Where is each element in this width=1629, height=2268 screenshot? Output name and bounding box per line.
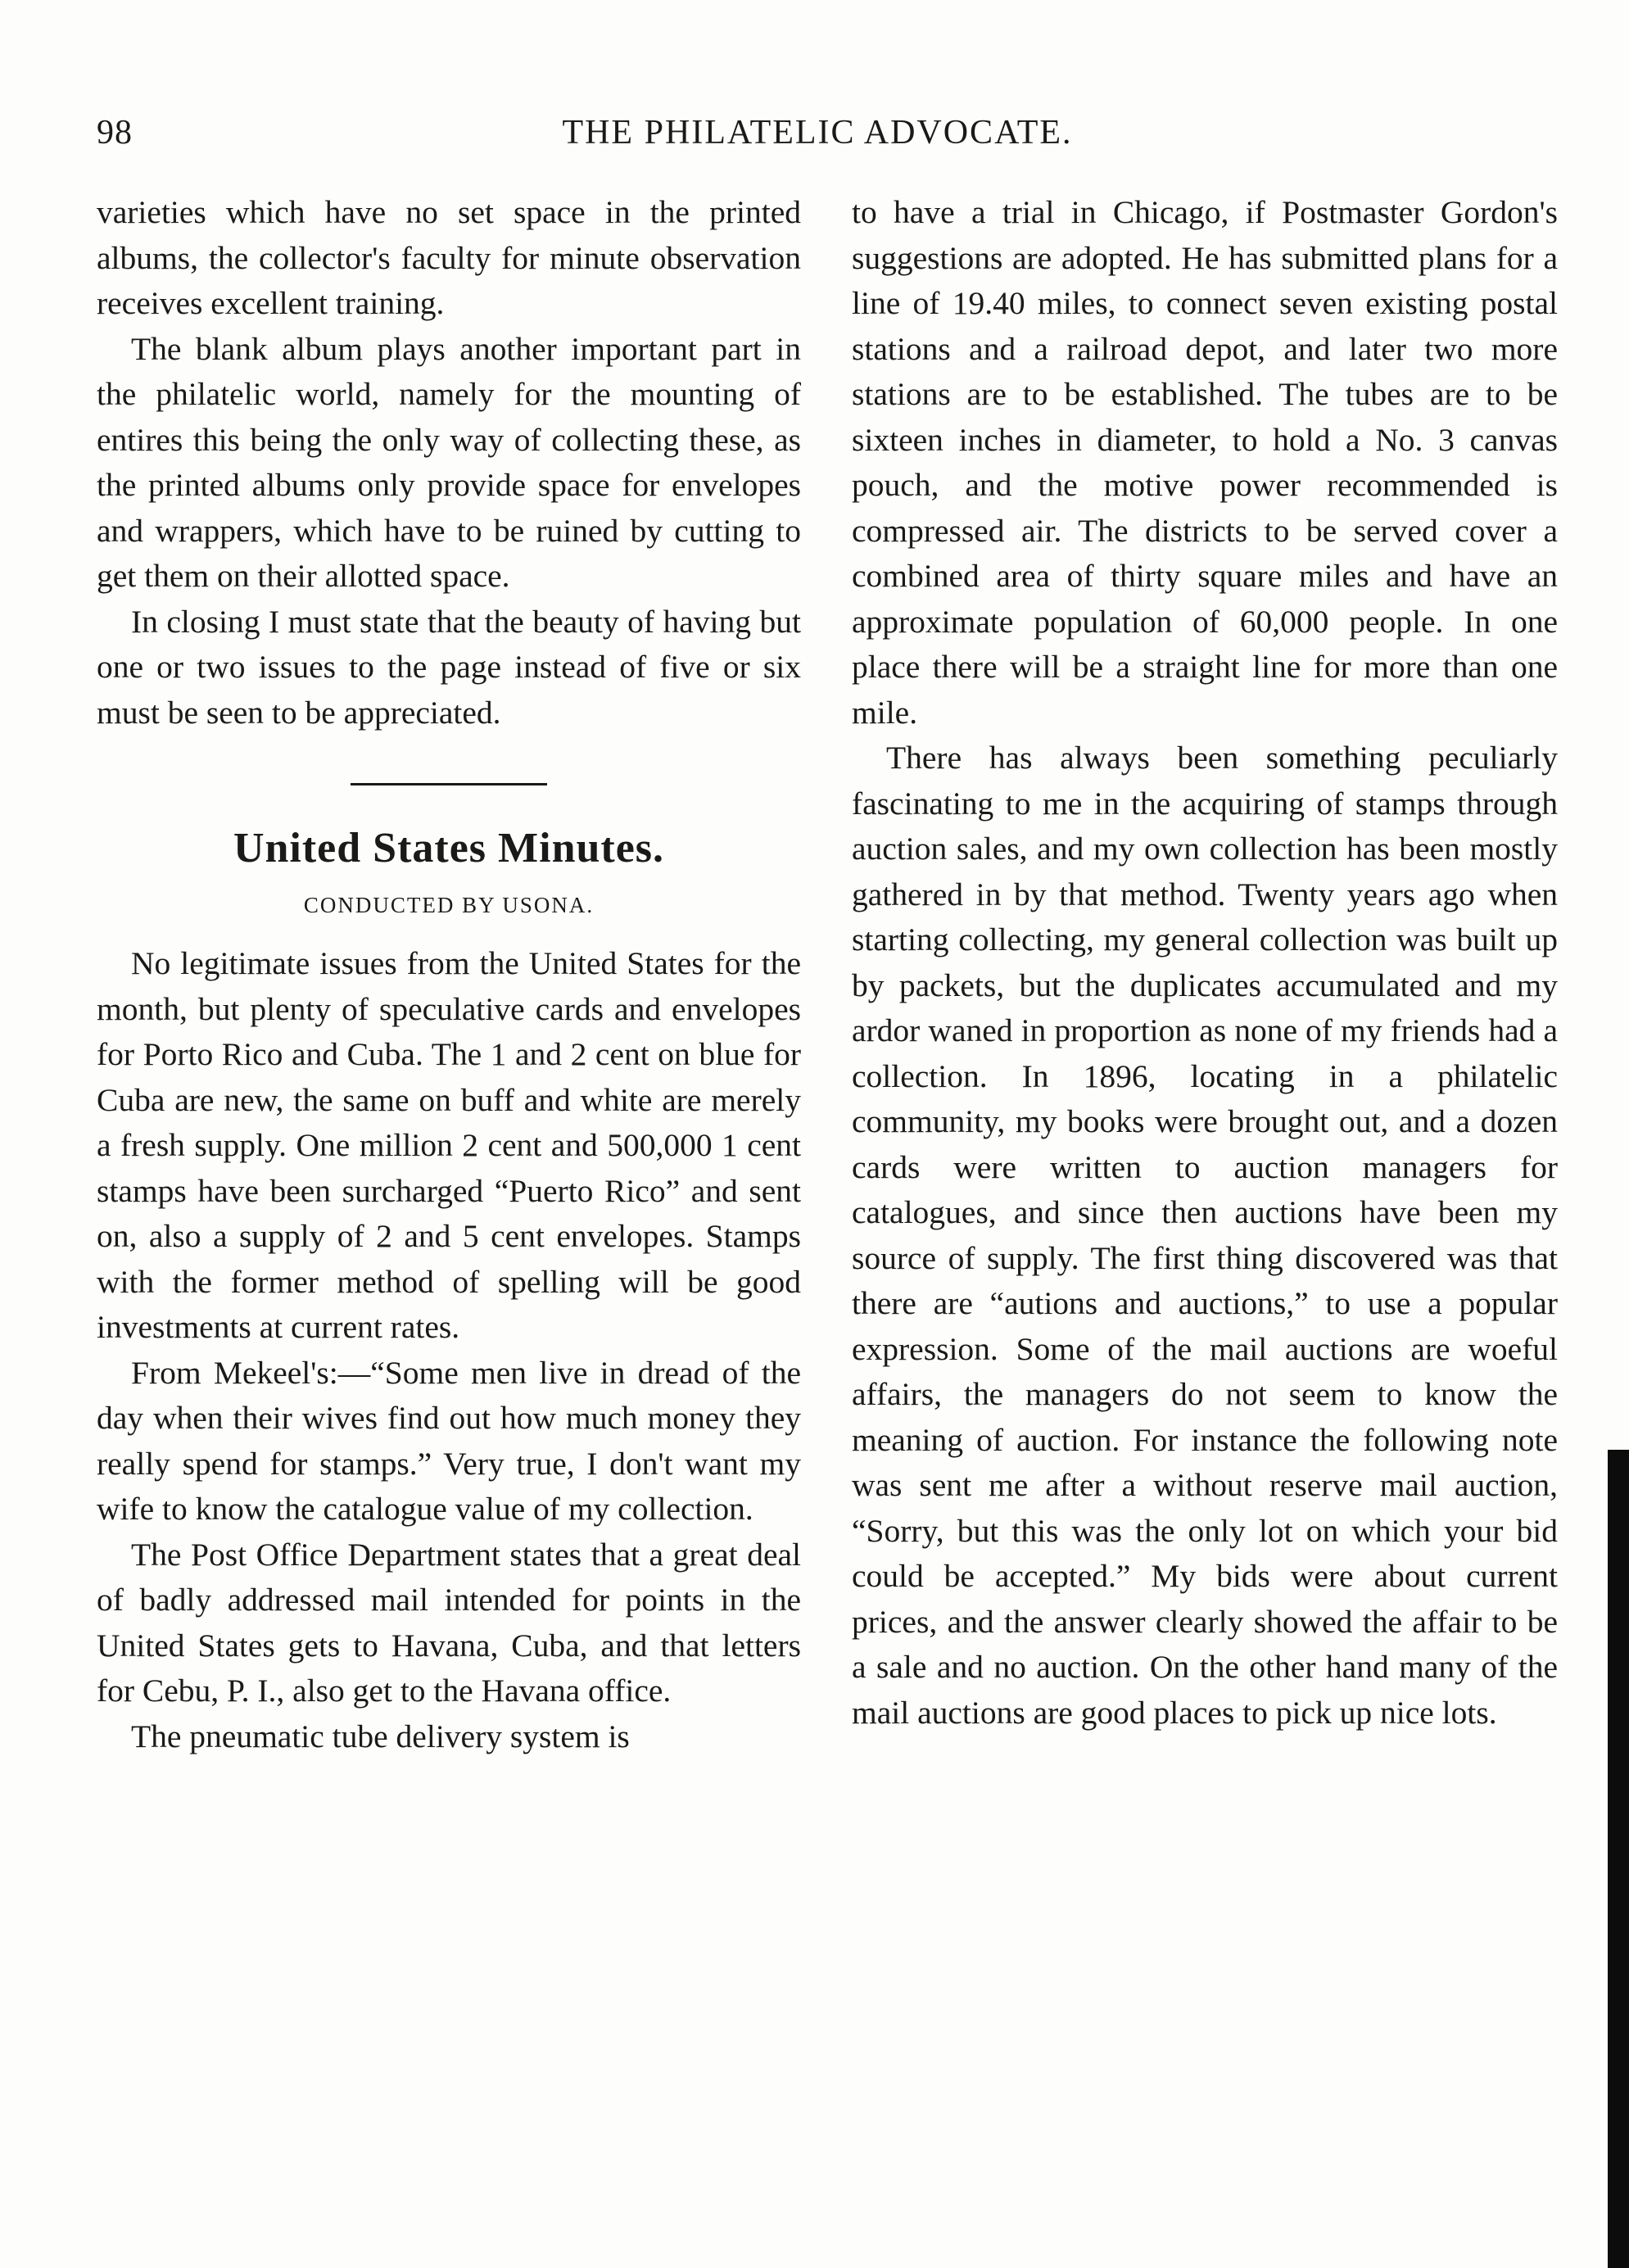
- paragraph: There has always been something peculiarly fascinating to me in the acquiring of stamps through auction sales, and my own collection has been mostly gathered in by that method. Twenty years ago when starting collecting, my general collection was built up by packets, but the duplicates accumulated and my ardor waned in proportion as none of my friends had a collection. In 1896, locating in a philatelic community, my books were brought out, and a dozen cards were written to auction managers for catalogues, and since then auctions have been my source of supply. The first thing discovered was that there are “autions and auctions,” to use a popular expression. Some of the mail auctions are woeful affairs, the managers do not seem to know the meaning of auction. For instance the following note was sent me after a without reserve mail auction, “Sorry, but this was the only lot on which your bid could be accepted.” My bids were about current prices, and the answer clearly showed the affair to be a sale and no auction. On the other hand many of the mail auctions are good places to pick up nice lots.: [852, 740, 1558, 1731]
- paragraph: varieties which have no set space in the printed albums, the collector's faculty for minute observation receives excellent training.: [97, 194, 801, 321]
- section-byline: CONDUCTED BY USONA.: [303, 893, 595, 917]
- section-divider: [351, 783, 547, 785]
- left-column: [97, 190, 801, 1759]
- scan-edge-shadow: [1608, 1450, 1629, 2268]
- paragraph: From Mekeel's:—“Some men live in dread of the day when their wives find out how much money they really spend for stamps.” Very true, I don't want my wife to know the catalogue value of my collection.: [97, 1354, 801, 1527]
- paragraph: No legitimate issues from the United States for the month, but plenty of speculative cards and envelopes for Porto Rico and Cuba. The 1 and 2 cent on blue for Cuba are new, the same on buff and white are merely a fresh supply. One million 2 cent and 500,000 1 cent stamps have been surcharged “Puerto Rico” and sent on, also a supply of 2 and 5 cent envelopes. Stamps with the former method of spelling will be good investments at current rates.: [97, 945, 801, 1345]
- paragraph: to have a trial in Chicago, if Postmaster Gordon's suggestions are adopted. He has submitted plans for a line of 19.40 miles, to connect seven existing postal stations and a railroad depot, and later two more stations are to be established. The tubes are to be sixteen inches in diameter, to hold a No. 3 canvas pouch, and the motive power recommended is compressed air. The districts to be served cover a combined area of thirty square miles and have an approximate population of 60,000 people. In one place there will be a straight line for more than one mile.: [852, 194, 1558, 731]
- right-column: [852, 190, 1558, 1736]
- page-number: 98: [97, 114, 133, 152]
- paragraph: The blank album plays another important part in the philatelic world, namely for the mounting of entires this being the only way of collecting these, as the printed albums only provide space for envelopes and wrappers, which have to be ruined by cutting to get them on their allotted space.: [97, 330, 801, 594]
- paragraph: The pneumatic tube delivery system is: [131, 1718, 630, 1754]
- section-title: United States Minutes.: [233, 825, 665, 871]
- paragraph: The Post Office Department states that a great deal of badly addressed mail intended for points in the United States gets to Havana, Cuba, and that letters for Cebu, P. I., also get to the Havana office.: [97, 1536, 801, 1709]
- running-title: THE PHILATELIC ADVOCATE.: [562, 114, 1073, 152]
- paragraph: In closing I must state that the beauty of having but one or two issues to the page instead of five or six must be seen to be appreciated.: [97, 603, 801, 731]
- page-header: [97, 113, 1538, 162]
